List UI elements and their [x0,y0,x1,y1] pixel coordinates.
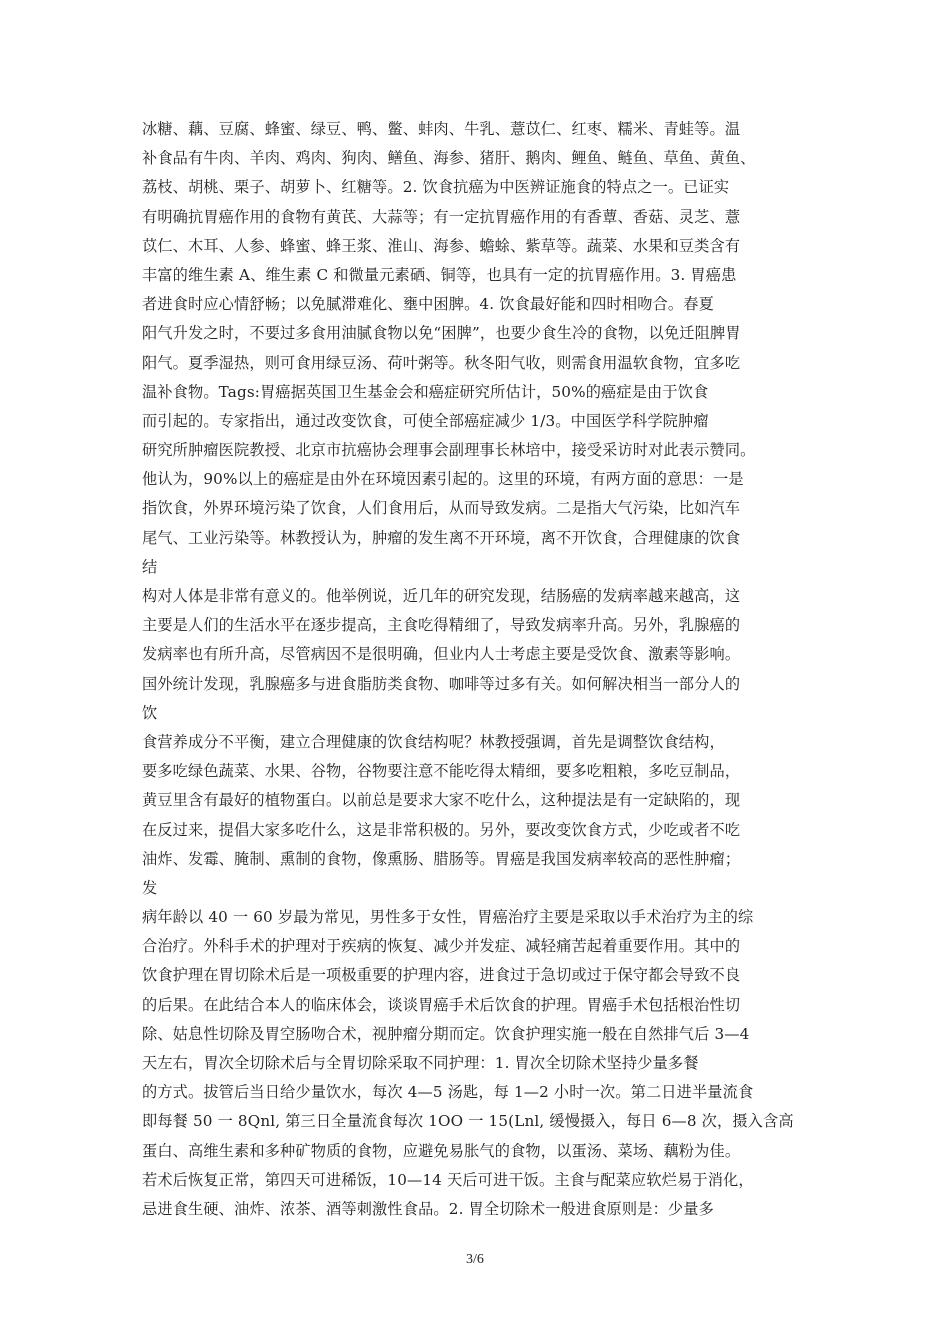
text-line: 忌进食生硬、油炸、浓茶、酒等刺激性食品。2. 胃全切除术一般进食原则是：少量多 [142,1199,714,1218]
text-line: 合治疗。外科手术的护理对于疾病的恢复、减少并发症、减轻痛苦起着重要作用。其中的 [142,937,741,956]
text-line: 补食品有牛肉、羊肉、鸡肉、狗肉、鳝鱼、海参、猪肝、鹅肉、鲤鱼、鲢鱼、草鱼、黄鱼、 [142,149,756,168]
text-line: 蛋白、高维生素和多种矿物质的食物，应避免易胀气的食物，以蛋汤、菜场、藕粉为佳。 [142,1141,741,1160]
text-line: 主要是人们的生活水平在逐步提高，主食吃得精细了，导致发病率升高。另外，乳腺癌的 [142,616,741,635]
text-line: 有明确抗胃癌作用的食物有黄芪、大蒜等；有一定抗胃癌作用的有香蕈、香菇、灵芝、薏 [142,207,741,226]
text-line: 尾气、工业污染等。林教授认为，肿瘤的发生离不开环境，离不开饮食，合理健康的饮食 [142,528,741,547]
text-line: 食营养成分不平衡，建立合理健康的饮食结构呢？林教授强调，首先是调整饮食结构， [142,732,725,751]
text-line: 阳气升发之时，不要过多食用油腻食物以免“困脾”，也要少食生冷的食物，以免迁阻脾胃 [142,324,741,343]
text-line: 苡仁、木耳、人参、蜂蜜、蜂王浆、淮山、海参、蟾蜍、紫草等。蔬菜、水果和豆类含有 [142,236,741,255]
text-line: 发 [142,878,158,897]
text-line: 黄豆里含有最好的植物蛋白。以前总是要求大家不吃什么，这种提法是有一定缺陷的，现 [142,791,741,810]
text-line: 要多吃绿色蔬菜、水果、谷物，谷物要注意不能吃得太精细，要多吃粗粮，多吃豆制品， [142,762,741,781]
text-line: 油炸、发霉、腌制、熏制的食物，像熏肠、腊肠等。胃癌是我国发病率较高的恶性肿瘤； [142,849,741,868]
page-number: 3/6 [466,1252,484,1267]
text-line: 病年龄以 40 一 60 岁最为常见，男性多于女性，胃癌治疗主要是采取以手术治疗为主的综 [142,908,754,927]
text-line: 的后果。在此结合本人的临床体会，谈谈胃癌手术后饮食的护理。胃癌手术包括根治性切 [142,995,741,1014]
text-line: 构对人体是非常有意义的。他举例说，近几年的研究发现，结肠癌的发病率越来越高，这 [142,587,741,605]
text-line: 若术后恢复正常，第四天可进稀饭，10—14 天后可进干饭。主食与配菜应软烂易于消化， [142,1170,754,1189]
text-line: 饮 [142,703,158,722]
text-line: 他认为，90%以上的癌症是由外在环境因素引起的。这里的环境，有两方面的意思：一是 [142,470,744,489]
text-line: 指饮食，外界环境污染了饮食，人们食用后，从而导致发病。二是指大气污染，比如汽车 [142,499,741,518]
text-line: 丰富的维生素 A、维生素 C 和微量元素硒、铜等，也具有一定的抗胃癌作用。3. 胃癌患 [142,265,737,284]
text-line: 即每餐 50 一 8Qnl, 第三日全量流食每次 1OO 一 15(Lnl, 缓慢摄入，每日 6—8 次，摄入含高 [142,1112,794,1131]
text-line: 国外统计发现，乳腺癌多与进食脂肪类食物、咖啡等过多有关。如何解决相当一部分人的 [142,674,741,693]
text-line: 除、姑息性切除及胃空肠吻合术，视肿瘤分期而定。饮食护理实施一般在自然排气后 3—4 [142,1024,750,1043]
text-line: 饮食护理在胃切除术后是一项极重要的护理内容，进食过于急切或过于保守都会导致不良 [142,966,741,985]
text-line: 而引起的。专家指出，通过改变饮食，可使全部癌症减少 1/3。中国医学科学院肿瘤 [142,411,709,430]
text-line: 研究所肿瘤医院教授、北京市抗癌协会理事会副理事长林培中，接受采访时对此表示赞同。 [142,441,756,460]
text-line: 冰糖、藕、豆腐、蜂蜜、绿豆、鸭、鳖、蚌肉、牛乳、薏苡仁、红枣、糯米、青蛙等。温 [142,120,741,138]
body-text [142,115,832,1224]
text-line: 发病率也有所升高，尽管病因不是很明确，但业内人士考虑主要是受饮食、激素等影响。 [142,645,741,664]
text-line: 温补食物。Tags:胃癌据英国卫生基金会和癌症研究所估计，50%的癌症是由于饮食 [142,382,709,401]
text-line: 结 [142,557,158,576]
text-line: 荔枝、胡桃、栗子、胡萝卜、红糖等。2. 饮食抗癌为中医辨证施食的特点之一。已证实 [142,178,730,197]
text-line: 天左右，胃次全切除术后与全胃切除采取不同护理：1. 胃次全切除术坚持少量多餐 [142,1054,699,1072]
text-line: 阳气。夏季湿热，则可食用绿豆汤、荷叶粥等。秋冬阳气收，则需食用温软食物，宜多吃 [142,353,741,372]
text-line: 在反过来，提倡大家多吃什么，这是非常积极的。另外，要改变饮食方式，少吃或者不吃 [142,820,741,839]
text-line: 的方式。拔管后当日给少量饮水，每次 4—5 汤匙，每 1—2 小时一次。第二日进半量流食 [142,1083,754,1102]
text-line: 者进食时应心情舒畅；以免腻滞难化、壅中困脾。4. 饮食最好能和四时相吻合。春夏 [142,295,714,314]
